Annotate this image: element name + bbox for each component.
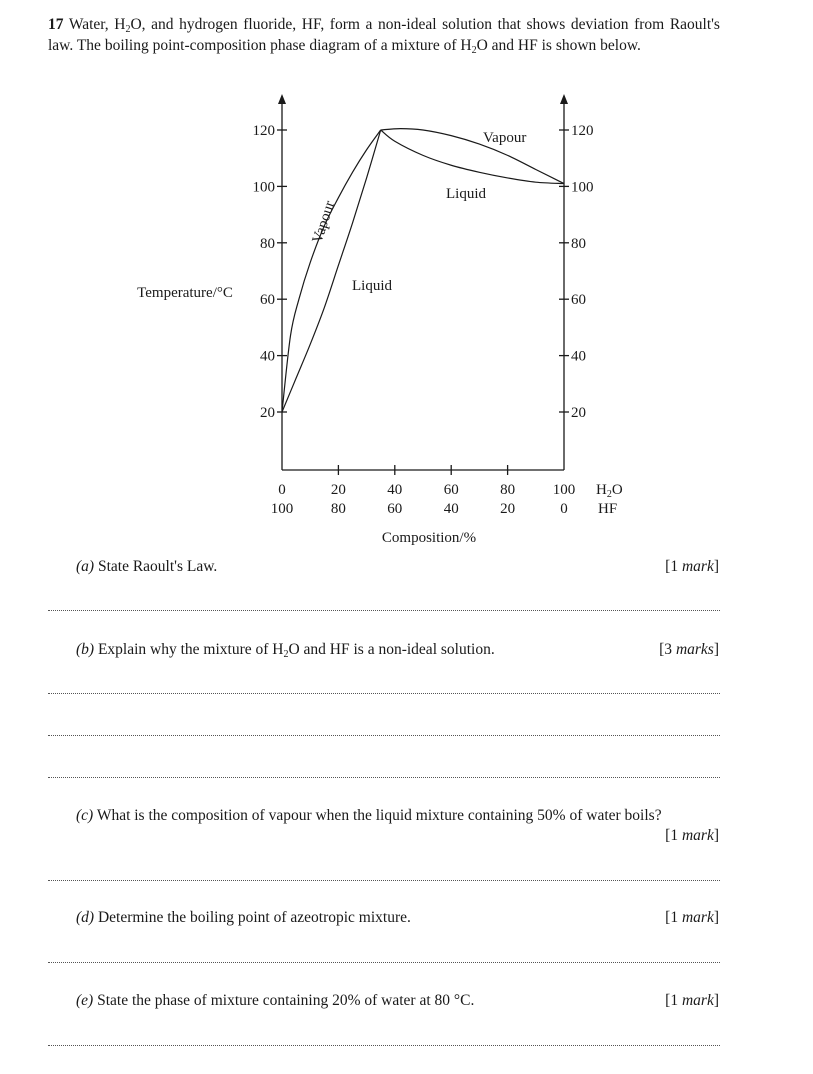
y-tick-label-right: 120 [571, 123, 594, 139]
phase-curve-1 [282, 130, 381, 412]
x-tick-label-water: 80 [500, 482, 516, 498]
right-axis-arrow-icon [560, 94, 568, 104]
marks-e: [1 mark] [665, 992, 719, 1009]
y-tick-label-right: 100 [571, 179, 594, 196]
y-tick-label-right: 60 [571, 292, 586, 309]
x-label-water: $H_2O$ [596, 482, 623, 500]
answer-line[interactable] [48, 693, 720, 694]
y-tick-label-left: 60 [260, 292, 275, 309]
answer-line[interactable] [48, 735, 720, 736]
intro-text-3: O and HF is shown below. [476, 37, 641, 54]
x-tick-label-hf: 0 [560, 501, 568, 517]
curves [282, 129, 564, 412]
y-tick-label-right: 40 [571, 348, 586, 365]
part-letter: (e) [76, 992, 94, 1009]
intro-text-1: Water, H [68, 16, 126, 33]
y-tick-label-left: 20 [260, 405, 275, 421]
part-a [76, 557, 217, 577]
left-axis-arrow-icon [278, 94, 286, 104]
y-tick-label-right: 20 [571, 405, 586, 421]
part-text: State the phase of mixture containing 20% of water at 80 °C. [97, 992, 475, 1009]
part-text: State Raoult's Law. [97, 558, 218, 575]
part-c [76, 806, 662, 826]
y-tick-label-left: 80 [260, 235, 275, 252]
x-tick-label-water: 60 [443, 482, 459, 498]
intro-text-2: O, and hydrogen fluoride, HF, form a non-ideal solution that shows deviation from Raoult's law. The boiling point-composition phase diagram of a mixture of H [48, 16, 720, 54]
part-letter: (a) [76, 558, 95, 575]
part-letter: (c) [76, 807, 94, 824]
x-label-hf: HF [598, 501, 618, 517]
answer-line[interactable] [48, 962, 720, 963]
x-tick-label-water: 0 [278, 482, 286, 498]
x-tick-label-hf: 80 [330, 501, 346, 517]
marks-b: [3 marks] [659, 641, 719, 658]
axis-labels [137, 130, 623, 546]
phase-curve-3 [381, 129, 564, 184]
y-tick-label-left: 120 [252, 123, 275, 139]
region-label-liquid-left: Liquid [352, 278, 392, 294]
y-tick-label-left: 40 [260, 348, 275, 365]
phase-curve-2 [282, 130, 381, 412]
phase-curve-4 [381, 130, 564, 184]
part-b [76, 640, 495, 660]
x-tick-label-hf: 100 [270, 501, 294, 517]
part-text-1: Explain why the mixture of H [97, 641, 284, 658]
part-letter: (b) [76, 641, 95, 658]
subscript-2: 2 [125, 24, 131, 35]
subscript-2: 2 [471, 45, 477, 56]
part-e [76, 991, 474, 1011]
x-tick-label-water: 100 [552, 482, 576, 498]
region-label-vapour-left: Vapour [309, 199, 339, 246]
marks-c: [1 mark] [665, 827, 719, 844]
answer-line[interactable] [48, 1045, 720, 1046]
subscript-2: 2 [283, 649, 289, 660]
y-axis-label: Temperature/°C [137, 285, 233, 301]
answer-line[interactable] [48, 880, 720, 881]
y-tick-label-right: 80 [571, 235, 586, 252]
part-text-2: O and HF is a non-ideal solution. [288, 641, 495, 658]
y-tick-label-left: 100 [252, 179, 275, 196]
answer-line[interactable] [48, 777, 720, 778]
x-tick-label-hf: 20 [500, 501, 516, 517]
x-tick-label-hf: 40 [443, 501, 459, 517]
x-axis-label: Composition/% [381, 530, 477, 546]
marks-a: [1 mark] [665, 558, 719, 575]
part-text: What is the composition of vapour when the liquid mixture containing 50% of water boils? [96, 807, 662, 824]
marks-d: [1 mark] [665, 909, 719, 926]
region-label-liquid-right: Liquid [446, 186, 486, 202]
question-number: 17 [48, 16, 64, 33]
x-tick-label-water: 40 [387, 482, 403, 498]
answer-line[interactable] [48, 610, 720, 611]
part-letter: (d) [76, 909, 95, 926]
region-label-vapour-right: Vapour [483, 130, 527, 146]
part-text: Determine the boiling point of azeotropic mixture. [97, 909, 411, 926]
part-d [76, 908, 411, 928]
x-tick-label-water: 20 [330, 482, 346, 498]
x-tick-label-hf: 60 [387, 501, 403, 517]
axes [278, 94, 568, 470]
